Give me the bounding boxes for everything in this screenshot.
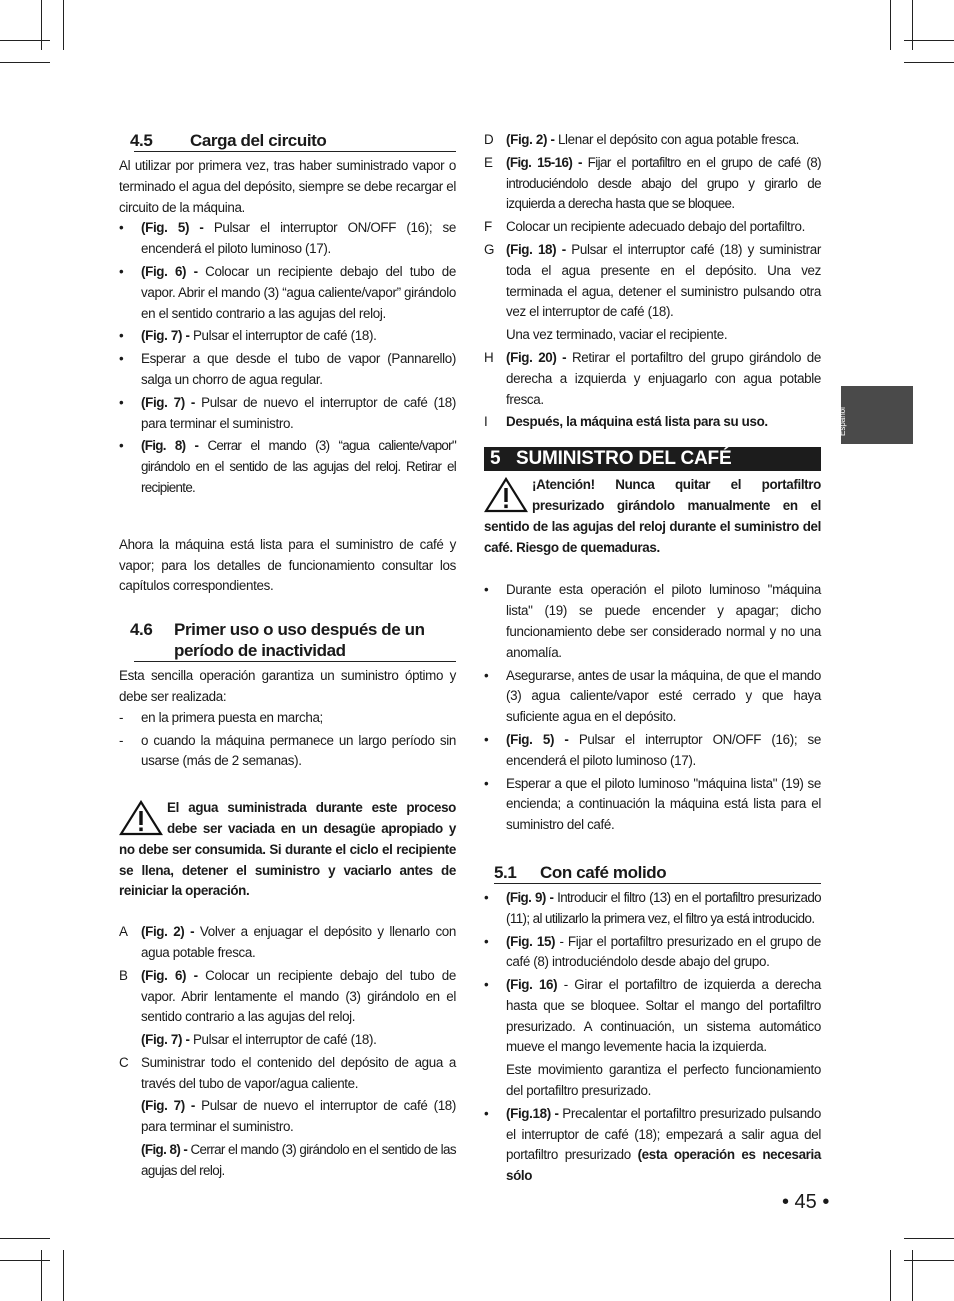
- crop-mark: [63, 1250, 64, 1301]
- list-item: • Asegurarse, antes de usar la máquina, de que el mando (3) agua caliente/vapor esté cerrado y que haya suficiente agua en el depósito.: [484, 667, 821, 725]
- paragraph: Ahora la máquina está lista para el suministro de café y vapor; para los detalles de funcionamiento consultar los capítulos correspondientes.: [119, 536, 456, 594]
- list-item: • Esperar a que el piloto luminoso "máquina lista" (19) se encienda; a continuación la máquina está lista para el suministro del café.: [484, 775, 821, 833]
- crop-mark: [0, 1238, 50, 1239]
- list-item: • Esperar a que desde el tubo de vapor (Pannarello) salga un chorro de agua regular.: [119, 351, 456, 387]
- language-tab-label: Español: [838, 407, 847, 436]
- step-item: C Suministrar todo el contenido del depósito de agua a través del tubo de vapor/agua caliente.: [119, 1054, 456, 1091]
- step-item: A (Fig. 2) - Volver a enjuagar el depósito y llenarlo con agua potable fresca.: [119, 924, 456, 960]
- list-item: • (Fig.18) - Precalentar el portafiltro presurizado pulsando el interruptor de café (18); empezará a salir agua del portafiltro presurizado (esta operación es necesaria sólo: [484, 1105, 821, 1184]
- paragraph: Al utilizar por primera vez, tras haber suministrado vapor o terminado el agua del depósito, siempre se debe recargar el circuito de la máquina.: [119, 158, 456, 215]
- crop-mark: [41, 1250, 42, 1301]
- crop-mark: [904, 1238, 954, 1239]
- warning-icon: [484, 477, 528, 513]
- page-number: • 45 •: [782, 1191, 830, 1213]
- section-title-4-5: 4.5 Carga del circuito: [134, 130, 456, 152]
- left-column: [119, 130, 456, 1184]
- list-item: • (Fig. 8) - Cerrar el mando (3) “agua caliente/vapor" girándolo en el sentido de las agujas del reloj. Retirar el recipiente.: [119, 438, 456, 495]
- crop-mark: [41, 0, 42, 50]
- step-item: E (Fig. 15-16) - Fijar el portafiltro en el grupo de café (8) introduciéndolo desde abajo del grupo y girarlo de izquierda a derecha hasta que se bloquee.: [484, 154, 821, 212]
- list-item: • (Fig. 5) - Pulsar el interruptor ON/OFF (16); se encenderá el piloto luminoso (17).: [119, 220, 456, 257]
- warning-icon: [119, 800, 163, 836]
- section-banner-5: 5 SUMINISTRO DEL CAFÉ: [484, 447, 821, 471]
- warning-block: ¡Atención! Nunca quitar el portafiltro presurizado girándolo manualmente en el sentido de las agujas del reloj durante el suministro del café. Riesgo de quemaduras.: [484, 477, 821, 555]
- list-item: - en la primera puesta en marcha;: [119, 709, 323, 725]
- section-title-5-1: 5.1 Con café molido: [494, 862, 821, 884]
- list-item: • Durante esta operación el piloto luminoso "máquina lista" (19) se puede encender y apagar; dicho funcionamiento debe ser considerado normal y no una anomalía.: [484, 582, 821, 660]
- crop-mark: [912, 0, 913, 50]
- step-item: F Colocar un recipiente adecuado debajo del portafiltro.: [484, 219, 805, 235]
- step-item: (Fig. 7) - Pulsar de nuevo el interruptor de café (18) para terminar el suministro.: [141, 1098, 457, 1135]
- crop-mark: [0, 1260, 50, 1261]
- warning-block: El agua suministrada durante este proceso debe ser vaciada en un desagüe apropiado y no debe ser consumida. Si durante el ciclo el recipiente se llena, detener el suministro y vaciarlo antes de reiniciar la operación.: [119, 800, 456, 899]
- crop-mark: [904, 62, 954, 63]
- step-item: (Fig. 7) - Pulsar el interruptor de café (18).: [141, 1032, 377, 1048]
- paragraph: Esta sencilla operación garantiza un suministro óptimo y debe ser realizada:: [119, 668, 456, 704]
- list-item: • (Fig. 7) - Pulsar el interruptor de café (18).: [119, 328, 377, 344]
- section-title-4-6: 4.6 Primer uso o uso después de un período de inactividad: [134, 619, 456, 662]
- step-item: H (Fig. 20) - Retirar el portafiltro del grupo girándolo de derecha a izquierda y enjuagarlo con agua potable fresca.: [484, 349, 821, 407]
- right-column: [484, 130, 821, 1189]
- list-item: • (Fig. 7) - Pulsar de nuevo el interruptor de café (18) para terminar el suministro.: [119, 394, 457, 431]
- crop-mark: [890, 1250, 891, 1301]
- step-item: D (Fig. 2) - Llenar el depósito con agua potable fresca.: [484, 132, 799, 147]
- item-note: Este movimiento garantiza el perfecto funcionamiento del portafiltro presurizado.: [506, 1062, 821, 1099]
- crop-mark: [0, 62, 50, 63]
- crop-mark: [912, 1250, 913, 1301]
- crop-mark: [0, 40, 50, 41]
- list-item: • (Fig. 9) - Introducir el filtro (13) en el portafiltro presurizado (11); al utilizarlo la primera vez, el filtro ya está introducido.: [484, 889, 822, 926]
- crop-mark: [63, 0, 64, 50]
- step-item: I Después, la máquina está lista para su uso.: [484, 414, 768, 430]
- language-tab: [838, 386, 913, 444]
- step-item: G (Fig. 18) - Pulsar el interruptor café (18) y suministrar toda el agua presente en el depósito. Una vez terminada el agua, detener el suministro pulsando otra vez el interruptor de café (18).: [484, 241, 821, 320]
- step-item: (Fig. 8) - Cerrar el mando (3) girándolo en el sentido de las agujas del reloj.: [141, 1142, 456, 1178]
- list-item: • (Fig. 5) - Pulsar el interruptor ON/OFF (16); se encenderá el piloto luminoso (17).: [484, 731, 821, 768]
- step-note: Una vez terminado, vaciar el recipiente.: [506, 327, 728, 343]
- list-item: - o cuando la máquina permanece un largo período sin usarse (más de 2 semanas).: [119, 732, 456, 769]
- crop-mark: [890, 0, 891, 50]
- list-item: • (Fig. 15) - Fijar el portafiltro presurizado en el grupo de café (8) introduciéndolo desde abajo del grupo.: [484, 933, 821, 970]
- step-item: B (Fig. 6) - Colocar un recipiente debajo del tubo de vapor. Abrir lentamente el mando (3) girándolo en el sentido contrario a las agujas del reloj.: [119, 967, 456, 1025]
- list-item: • (Fig. 16) - Girar el portafiltro de izquierda a derecha hasta que se bloquee. Soltar el mango del portafiltro presurizado. A continuación, un sistema automático mueve el mango levemente hacia la izquierda.: [484, 977, 821, 1055]
- list-item: • (Fig. 6) - Colocar un recipiente debajo del tubo de vapor. Abrir el mando (3) “agua caliente/vapor” girándolo en el sentido contrario a las agujas del reloj.: [119, 263, 457, 321]
